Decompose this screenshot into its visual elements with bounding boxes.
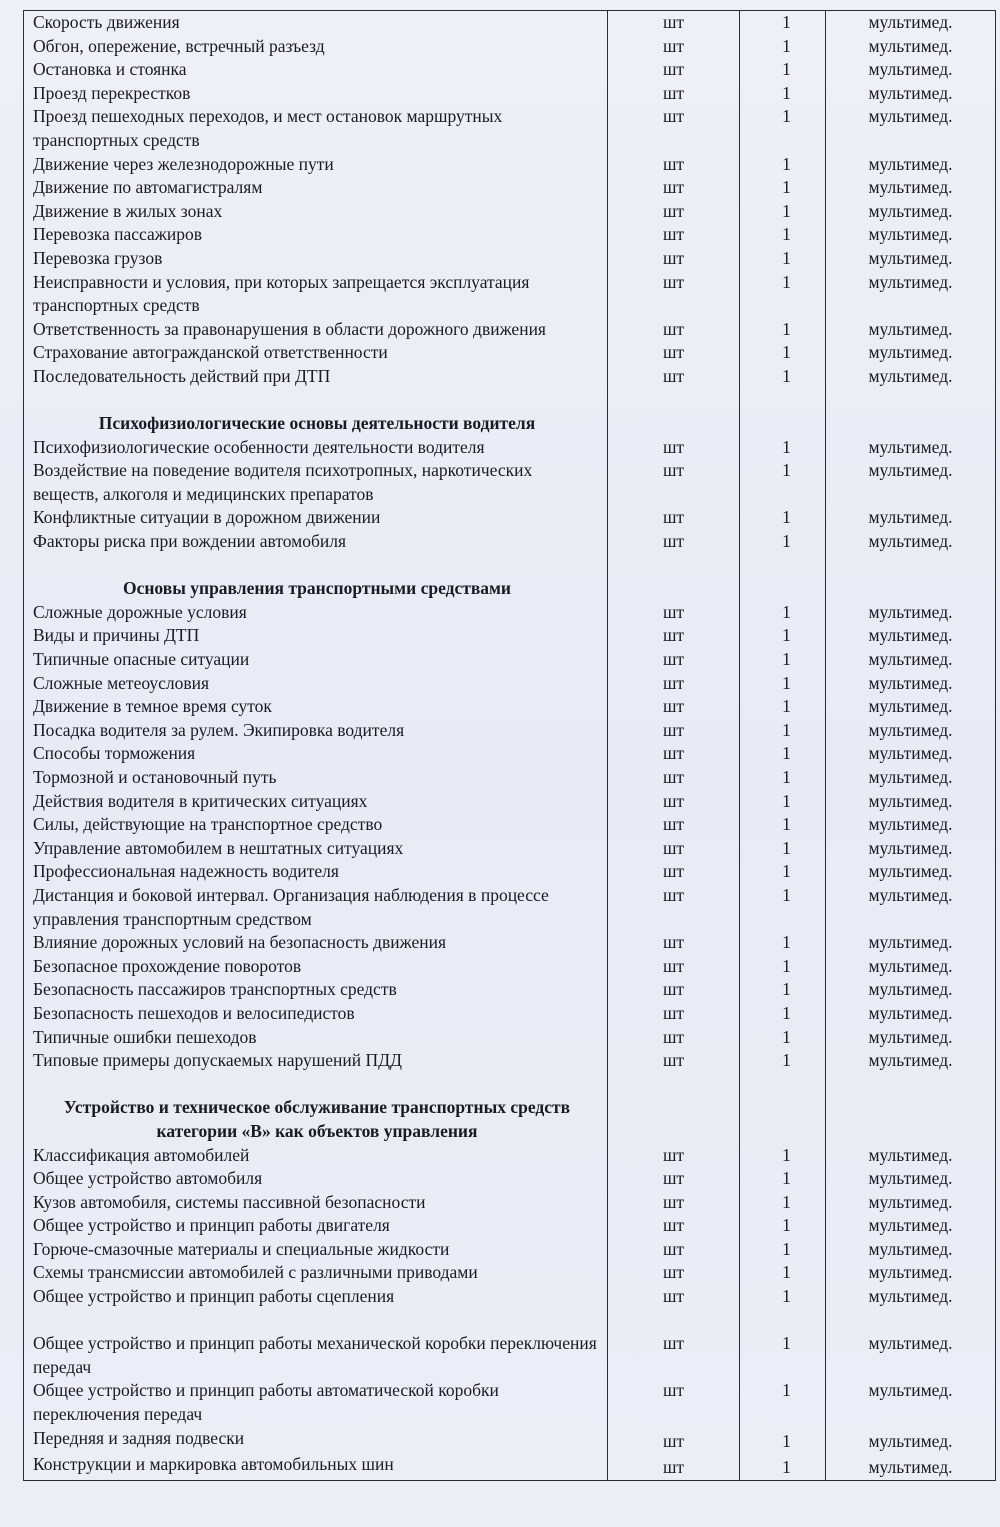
table-row [24,1453,996,1480]
empty-cell [740,1309,826,1333]
item-quantity: 1 [740,105,826,152]
item-name: Общее устройство и принцип работы автоматической коробки переключения передач [24,1379,608,1426]
item-name: Способы торможения [24,742,608,766]
item-quantity: 1 [740,1002,826,1026]
item-name: Факторы риска при вождении автомобиля [24,530,608,554]
item-unit: шт [608,459,740,506]
table-row [24,978,996,1002]
item-unit: шт [608,318,740,342]
item-quantity: 1 [740,530,826,554]
item-unit: шт [608,1285,740,1309]
item-format: мультимед. [826,459,996,506]
item-quantity: 1 [740,200,826,224]
item-format: мультимед. [826,1049,996,1073]
table-row [24,11,996,35]
item-unit: шт [608,176,740,200]
item-name: Кузов автомобиля, системы пассивной безопасности [24,1191,608,1215]
section-heading: Устройство и техническое обслуживание транспортных средств категории «В» как объектов управления [24,1096,608,1143]
item-unit: шт [608,1332,740,1379]
item-format: мультимед. [826,672,996,696]
item-format: мультимед. [826,790,996,814]
item-format: мультимед. [826,530,996,554]
item-quantity: 1 [740,884,826,931]
item-unit: шт [608,884,740,931]
item-name: Конфликтные ситуации в дорожном движении [24,506,608,530]
item-unit: шт [608,506,740,530]
item-format: мультимед. [826,695,996,719]
item-name: Перевозка грузов [24,247,608,271]
table-row [24,931,996,955]
item-name: Остановка и стоянка [24,58,608,82]
table-row [24,318,996,342]
item-unit: шт [608,530,740,554]
item-format: мультимед. [826,223,996,247]
spacer-row [24,554,996,578]
item-quantity: 1 [740,624,826,648]
item-quantity: 1 [740,1453,826,1480]
item-format: мультимед. [826,58,996,82]
item-format: мультимед. [826,35,996,59]
table-row [24,1026,996,1050]
item-format: мультимед. [826,247,996,271]
item-quantity: 1 [740,860,826,884]
item-name: Движение через железнодорожные пути [24,153,608,177]
item-quantity: 1 [740,1167,826,1191]
item-name: Схемы трансмиссии автомобилей с различными приводами [24,1261,608,1285]
item-name: Воздействие на поведение водителя психотропных, наркотических веществ, алкоголя и медицинских препаратов [24,459,608,506]
table-row [24,506,996,530]
item-quantity: 1 [740,978,826,1002]
table-row [24,436,996,460]
item-name: Сложные дорожные условия [24,601,608,625]
item-unit: шт [608,1144,740,1168]
item-quantity: 1 [740,1191,826,1215]
item-format: мультимед. [826,1214,996,1238]
item-name: Перевозка пассажиров [24,223,608,247]
item-format: мультимед. [826,1332,996,1379]
item-unit: шт [608,1026,740,1050]
item-format: мультимед. [826,176,996,200]
section-heading-row [24,412,996,436]
item-unit: шт [608,1261,740,1285]
table-row [24,58,996,82]
item-format: мультимед. [826,436,996,460]
item-unit: шт [608,1427,740,1454]
item-name: Движение по автомагистралям [24,176,608,200]
item-format: мультимед. [826,742,996,766]
item-unit: шт [608,223,740,247]
item-format: мультимед. [826,341,996,365]
empty-cell [608,577,740,601]
item-quantity: 1 [740,35,826,59]
item-unit: шт [608,1167,740,1191]
table-row [24,1167,996,1191]
item-format: мультимед. [826,719,996,743]
item-quantity: 1 [740,1026,826,1050]
item-format: мультимед. [826,837,996,861]
item-name: Безопасность пассажиров транспортных средств [24,978,608,1002]
item-format: мультимед. [826,506,996,530]
item-name: Последовательность действий при ДТП [24,365,608,389]
spacer-row [24,1309,996,1333]
item-format: мультимед. [826,1285,996,1309]
empty-cell [740,554,826,578]
equipment-table [23,10,996,1481]
item-unit: шт [608,1379,740,1426]
table-row [24,742,996,766]
item-format: мультимед. [826,624,996,648]
item-format: мультимед. [826,1144,996,1168]
item-name: Скорость движения [24,11,608,35]
item-format: мультимед. [826,1002,996,1026]
table-row [24,1427,996,1454]
item-quantity: 1 [740,11,826,35]
item-format: мультимед. [826,1379,996,1426]
table-row [24,624,996,648]
item-quantity: 1 [740,955,826,979]
item-name: Конструкции и маркировка автомобильных шин [24,1453,608,1480]
table-row [24,1049,996,1073]
item-unit: шт [608,813,740,837]
item-format: мультимед. [826,153,996,177]
item-format: мультимед. [826,271,996,318]
empty-cell [608,1096,740,1143]
item-name: Безопасное прохождение поворотов [24,955,608,979]
table-row [24,82,996,106]
item-format: мультимед. [826,955,996,979]
item-format: мультимед. [826,601,996,625]
item-format: мультимед. [826,1261,996,1285]
item-name: Страхование автогражданской ответственности [24,341,608,365]
empty-cell [24,1073,608,1097]
table-row [24,1144,996,1168]
item-quantity: 1 [740,837,826,861]
empty-cell [24,554,608,578]
item-unit: шт [608,648,740,672]
item-format: мультимед. [826,365,996,389]
item-unit: шт [608,978,740,1002]
item-unit: шт [608,436,740,460]
table-row [24,105,996,152]
item-name: Дистанция и боковой интервал. Организация наблюдения в процессе управления транспортным средством [24,884,608,931]
item-name: Неисправности и условия, при которых запрещается эксплуатация транспортных средств [24,271,608,318]
item-unit: шт [608,1191,740,1215]
empty-cell [608,412,740,436]
item-format: мультимед. [826,105,996,152]
item-quantity: 1 [740,153,826,177]
item-quantity: 1 [740,790,826,814]
item-name: Общее устройство и принцип работы сцепления [24,1285,608,1309]
empty-cell [826,389,996,413]
item-format: мультимед. [826,884,996,931]
item-format: мультимед. [826,11,996,35]
item-unit: шт [608,601,740,625]
item-unit: шт [608,790,740,814]
table-row [24,1285,996,1309]
empty-cell [740,389,826,413]
table-row [24,955,996,979]
empty-cell [826,577,996,601]
item-quantity: 1 [740,82,826,106]
table-row [24,719,996,743]
item-name: Управление автомобилем в нештатных ситуациях [24,837,608,861]
item-quantity: 1 [740,672,826,696]
item-unit: шт [608,200,740,224]
item-name: Общее устройство и принцип работы механической коробки переключения передач [24,1332,608,1379]
item-quantity: 1 [740,271,826,318]
item-name: Действия водителя в критических ситуациях [24,790,608,814]
item-name: Сложные метеоусловия [24,672,608,696]
empty-cell [826,412,996,436]
item-name: Типичные ошибки пешеходов [24,1026,608,1050]
item-unit: шт [608,1238,740,1262]
table-row [24,837,996,861]
item-format: мультимед. [826,1427,996,1454]
item-format: мультимед. [826,1238,996,1262]
item-unit: шт [608,624,740,648]
table-row [24,1238,996,1262]
item-unit: шт [608,931,740,955]
table-row [24,200,996,224]
empty-cell [24,1309,608,1333]
item-format: мультимед. [826,860,996,884]
item-quantity: 1 [740,176,826,200]
item-format: мультимед. [826,1167,996,1191]
item-name: Горюче-смазочные материалы и специальные жидкости [24,1238,608,1262]
item-name: Психофизиологические особенности деятельности водителя [24,436,608,460]
item-name: Влияние дорожных условий на безопасность движения [24,931,608,955]
item-unit: шт [608,35,740,59]
empty-cell [826,1073,996,1097]
item-format: мультимед. [826,766,996,790]
item-unit: шт [608,341,740,365]
table-row [24,766,996,790]
empty-cell [740,412,826,436]
item-name: Типичные опасные ситуации [24,648,608,672]
section-heading-row [24,1096,996,1143]
table-row [24,247,996,271]
item-name: Обгон, опережение, встречный разъезд [24,35,608,59]
item-name: Посадка водителя за рулем. Экипировка водителя [24,719,608,743]
item-unit: шт [608,837,740,861]
item-quantity: 1 [740,648,826,672]
table-row [24,695,996,719]
item-quantity: 1 [740,1238,826,1262]
item-format: мультимед. [826,82,996,106]
empty-cell [826,1309,996,1333]
table-row [24,648,996,672]
item-name: Проезд перекрестков [24,82,608,106]
equipment-table-body [24,11,996,1481]
item-format: мультимед. [826,1453,996,1480]
item-quantity: 1 [740,459,826,506]
item-format: мультимед. [826,931,996,955]
item-unit: шт [608,719,740,743]
item-quantity: 1 [740,1144,826,1168]
empty-cell [740,1096,826,1143]
empty-cell [608,1073,740,1097]
item-unit: шт [608,1214,740,1238]
empty-cell [24,389,608,413]
item-unit: шт [608,58,740,82]
item-quantity: 1 [740,1049,826,1073]
item-name: Общее устройство и принцип работы двигателя [24,1214,608,1238]
item-format: мультимед. [826,318,996,342]
item-quantity: 1 [740,766,826,790]
item-quantity: 1 [740,719,826,743]
item-unit: шт [608,955,740,979]
item-unit: шт [608,766,740,790]
item-name: Движение в жилых зонах [24,200,608,224]
item-name: Силы, действующие на транспортное средство [24,813,608,837]
table-row [24,601,996,625]
empty-cell [608,554,740,578]
item-unit: шт [608,82,740,106]
item-name: Профессиональная надежность водителя [24,860,608,884]
item-name: Типовые примеры допускаемых нарушений ПДД [24,1049,608,1073]
item-unit: шт [608,860,740,884]
empty-cell [608,389,740,413]
item-name: Общее устройство автомобиля [24,1167,608,1191]
item-quantity: 1 [740,506,826,530]
item-name: Тормозной и остановочный путь [24,766,608,790]
item-unit: шт [608,247,740,271]
table-row [24,860,996,884]
item-quantity: 1 [740,1332,826,1379]
item-quantity: 1 [740,341,826,365]
item-format: мультимед. [826,1026,996,1050]
item-format: мультимед. [826,648,996,672]
table-row [24,1261,996,1285]
item-quantity: 1 [740,1379,826,1426]
item-name: Виды и причины ДТП [24,624,608,648]
item-quantity: 1 [740,365,826,389]
table-row [24,341,996,365]
item-quantity: 1 [740,601,826,625]
item-unit: шт [608,1002,740,1026]
table-row [24,884,996,931]
item-name: Движение в темное время суток [24,695,608,719]
item-quantity: 1 [740,1285,826,1309]
table-row [24,459,996,506]
item-quantity: 1 [740,1214,826,1238]
table-row [24,223,996,247]
item-name: Безопасность пешеходов и велосипедистов [24,1002,608,1026]
table-row [24,1214,996,1238]
table-row [24,672,996,696]
table-row [24,153,996,177]
item-name: Ответственность за правонарушения в области дорожного движения [24,318,608,342]
item-unit: шт [608,742,740,766]
item-unit: шт [608,271,740,318]
item-unit: шт [608,11,740,35]
item-name: Классификация автомобилей [24,1144,608,1168]
empty-cell [608,1309,740,1333]
item-name: Проезд пешеходных переходов, и мест остановок маршрутных транспортных средств [24,105,608,152]
item-quantity: 1 [740,813,826,837]
spacer-row [24,1073,996,1097]
item-quantity: 1 [740,1427,826,1454]
item-quantity: 1 [740,931,826,955]
table-row [24,1332,996,1379]
item-format: мультимед. [826,813,996,837]
table-row [24,790,996,814]
item-quantity: 1 [740,58,826,82]
item-quantity: 1 [740,436,826,460]
section-heading: Основы управления транспортными средствами [24,577,608,601]
table-row [24,176,996,200]
item-unit: шт [608,105,740,152]
item-quantity: 1 [740,223,826,247]
item-unit: шт [608,153,740,177]
table-row [24,1002,996,1026]
table-row [24,530,996,554]
item-format: мультимед. [826,1191,996,1215]
item-name: Передняя и задняя подвески [24,1427,608,1454]
item-quantity: 1 [740,318,826,342]
item-format: мультимед. [826,200,996,224]
item-quantity: 1 [740,247,826,271]
empty-cell [740,577,826,601]
item-quantity: 1 [740,695,826,719]
item-unit: шт [608,365,740,389]
section-heading: Психофизиологические основы деятельности водителя [24,412,608,436]
table-row [24,1379,996,1426]
empty-cell [740,1073,826,1097]
table-row [24,1191,996,1215]
table-row [24,35,996,59]
item-quantity: 1 [740,1261,826,1285]
empty-cell [826,1096,996,1143]
item-unit: шт [608,672,740,696]
table-row [24,271,996,318]
item-unit: шт [608,1453,740,1480]
table-row [24,813,996,837]
item-format: мультимед. [826,978,996,1002]
section-heading-row [24,577,996,601]
item-unit: шт [608,695,740,719]
empty-cell [826,554,996,578]
item-quantity: 1 [740,742,826,766]
spacer-row [24,389,996,413]
item-unit: шт [608,1049,740,1073]
table-row [24,365,996,389]
